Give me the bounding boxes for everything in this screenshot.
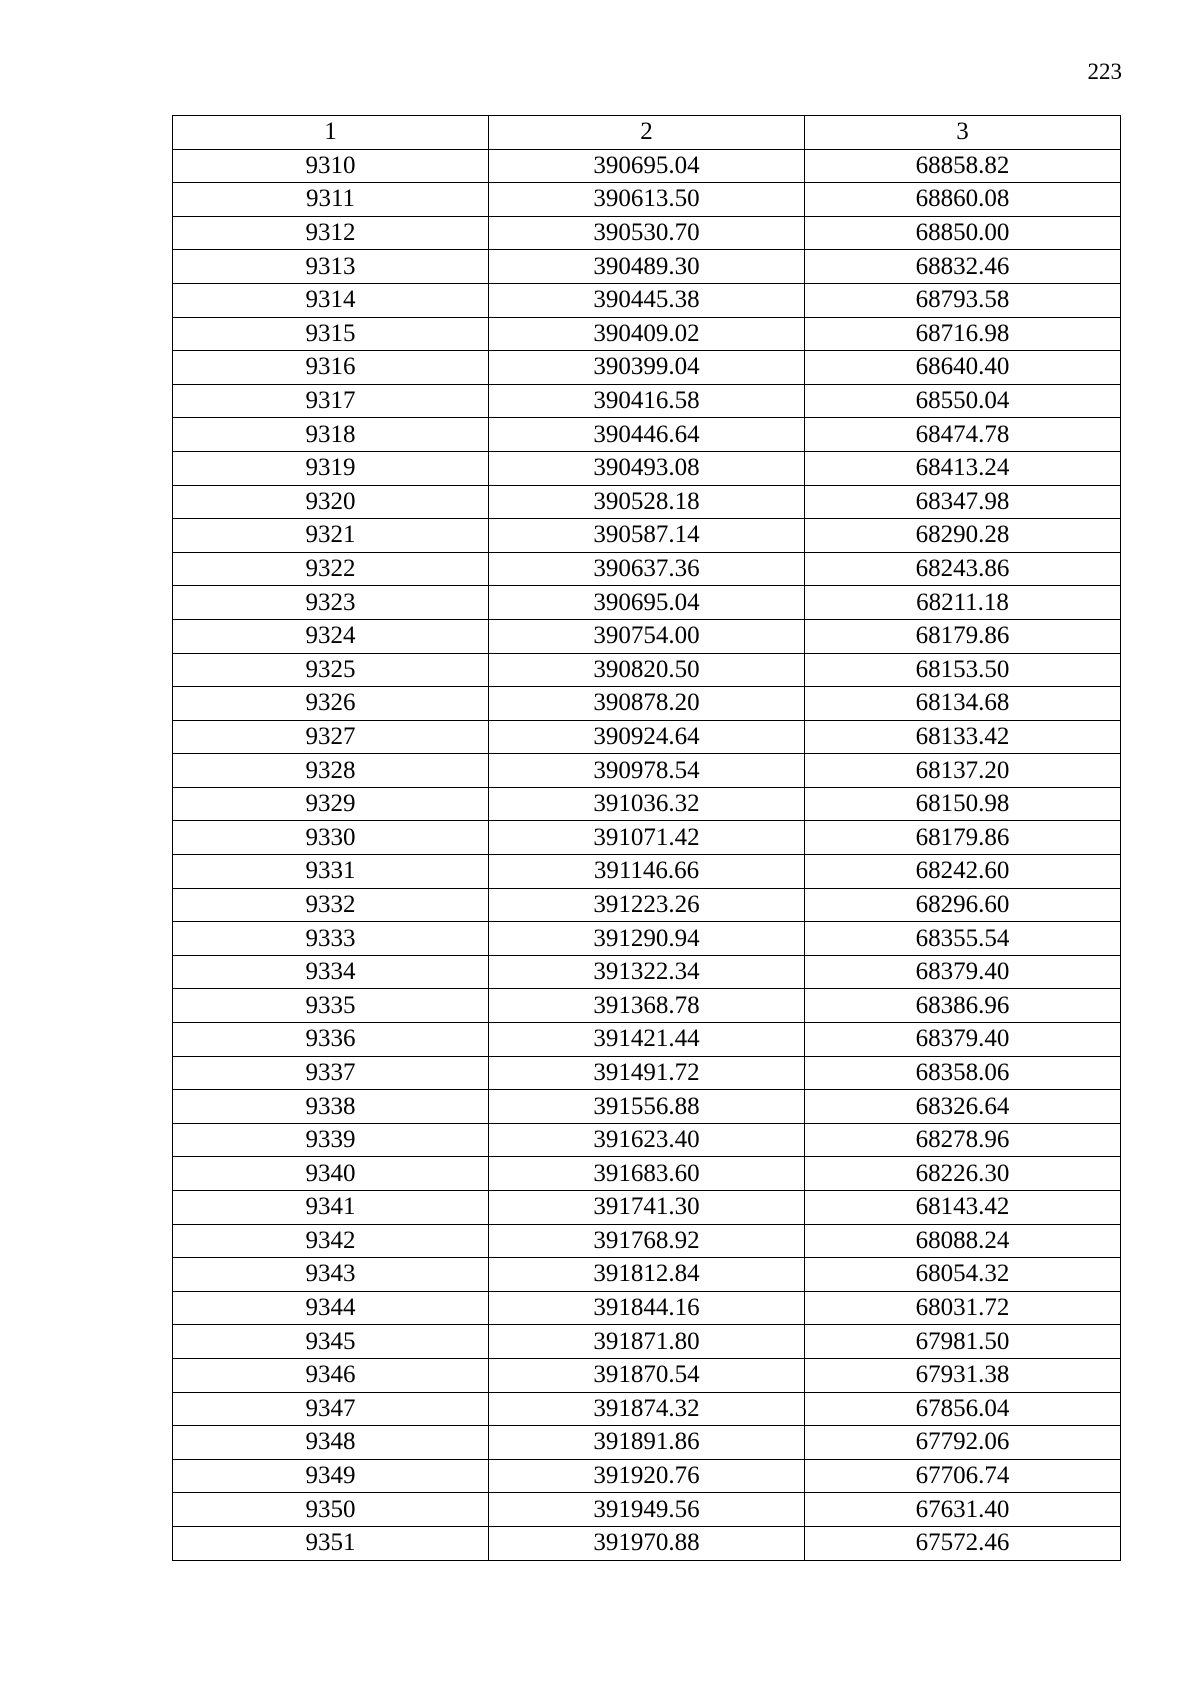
table-row [173,1056,1121,1090]
x-coordinate-cell: 391874.32 [489,1392,805,1426]
table-row [173,1325,1121,1359]
y-coordinate-cell: 67931.38 [805,1358,1121,1392]
point-number-cell: 9317 [173,384,489,418]
point-number-cell: 9346 [173,1358,489,1392]
x-coordinate-cell: 390878.20 [489,687,805,721]
table-row [173,1493,1121,1527]
x-coordinate-cell: 391920.76 [489,1459,805,1493]
y-coordinate-cell: 68054.32 [805,1258,1121,1292]
point-number-cell: 9315 [173,317,489,351]
table-row [173,283,1121,317]
point-number-cell: 9334 [173,955,489,989]
table-row [173,720,1121,754]
table-row [173,1392,1121,1426]
y-coordinate-cell: 67631.40 [805,1493,1121,1527]
x-coordinate-cell: 391368.78 [489,989,805,1023]
point-number-cell: 9312 [173,216,489,250]
point-number-cell: 9333 [173,922,489,956]
table-row [173,216,1121,250]
table-row [173,1224,1121,1258]
x-coordinate-cell: 390399.04 [489,351,805,385]
point-number-cell: 9327 [173,720,489,754]
y-coordinate-cell: 68137.20 [805,754,1121,788]
point-number-cell: 9345 [173,1325,489,1359]
x-coordinate-cell: 390528.18 [489,485,805,519]
table-row [173,888,1121,922]
point-number-cell: 9350 [173,1493,489,1527]
table-row [173,519,1121,553]
y-coordinate-cell: 68550.04 [805,384,1121,418]
point-number-cell: 9325 [173,653,489,687]
table-row [173,1526,1121,1560]
y-coordinate-cell: 68150.98 [805,787,1121,821]
y-coordinate-cell: 68860.08 [805,183,1121,217]
y-coordinate-cell: 68358.06 [805,1056,1121,1090]
y-coordinate-cell: 68355.54 [805,922,1121,956]
x-coordinate-cell: 391322.34 [489,955,805,989]
y-coordinate-cell: 68179.86 [805,619,1121,653]
column-header-2: 2 [489,116,805,150]
y-coordinate-cell: 68242.60 [805,855,1121,889]
point-number-cell: 9326 [173,687,489,721]
x-coordinate-cell: 390695.04 [489,586,805,620]
x-coordinate-cell: 391683.60 [489,1157,805,1191]
point-number-cell: 9337 [173,1056,489,1090]
x-coordinate-cell: 391812.84 [489,1258,805,1292]
x-coordinate-cell: 391036.32 [489,787,805,821]
point-number-cell: 9338 [173,1090,489,1124]
x-coordinate-cell: 391146.66 [489,855,805,889]
table-body [173,116,1121,1561]
x-coordinate-cell: 390613.50 [489,183,805,217]
y-coordinate-cell: 68326.64 [805,1090,1121,1124]
point-number-cell: 9343 [173,1258,489,1292]
table-row [173,1123,1121,1157]
point-number-cell: 9348 [173,1426,489,1460]
y-coordinate-cell: 68716.98 [805,317,1121,351]
y-coordinate-cell: 68031.72 [805,1291,1121,1325]
y-coordinate-cell: 67981.50 [805,1325,1121,1359]
point-number-cell: 9349 [173,1459,489,1493]
point-number-cell: 9311 [173,183,489,217]
y-coordinate-cell: 67572.46 [805,1526,1121,1560]
y-coordinate-cell: 68474.78 [805,418,1121,452]
table-row [173,1157,1121,1191]
point-number-cell: 9351 [173,1526,489,1560]
point-number-cell: 9322 [173,552,489,586]
y-coordinate-cell: 68640.40 [805,351,1121,385]
point-number-cell: 9310 [173,149,489,183]
y-coordinate-cell: 68413.24 [805,451,1121,485]
y-coordinate-cell: 68143.42 [805,1191,1121,1225]
point-number-cell: 9329 [173,787,489,821]
x-coordinate-cell: 390409.02 [489,317,805,351]
point-number-cell: 9332 [173,888,489,922]
y-coordinate-cell: 68858.82 [805,149,1121,183]
x-coordinate-cell: 390489.30 [489,250,805,284]
x-coordinate-cell: 391949.56 [489,1493,805,1527]
y-coordinate-cell: 68832.46 [805,250,1121,284]
table-row [173,754,1121,788]
x-coordinate-cell: 391768.92 [489,1224,805,1258]
y-coordinate-cell: 68133.42 [805,720,1121,754]
point-number-cell: 9331 [173,855,489,889]
y-coordinate-cell: 67856.04 [805,1392,1121,1426]
table-row [173,787,1121,821]
point-number-cell: 9313 [173,250,489,284]
y-coordinate-cell: 67706.74 [805,1459,1121,1493]
table-header-row [173,116,1121,150]
point-number-cell: 9330 [173,821,489,855]
coordinates-table [172,115,1121,1561]
x-coordinate-cell: 390820.50 [489,653,805,687]
page-number: 223 [1087,59,1122,84]
table-row [173,1358,1121,1392]
x-coordinate-cell: 391223.26 [489,888,805,922]
point-number-cell: 9318 [173,418,489,452]
y-coordinate-cell: 68379.40 [805,955,1121,989]
table-row [173,989,1121,1023]
table-row [173,1191,1121,1225]
y-coordinate-cell: 68153.50 [805,653,1121,687]
table-row [173,1426,1121,1460]
x-coordinate-cell: 391741.30 [489,1191,805,1225]
point-number-cell: 9320 [173,485,489,519]
table-row [173,1090,1121,1124]
y-coordinate-cell: 68379.40 [805,1023,1121,1057]
point-number-cell: 9335 [173,989,489,1023]
column-header-3: 3 [805,116,1121,150]
x-coordinate-cell: 390446.64 [489,418,805,452]
point-number-cell: 9324 [173,619,489,653]
table-row [173,955,1121,989]
x-coordinate-cell: 390637.36 [489,552,805,586]
x-coordinate-cell: 390695.04 [489,149,805,183]
table-row [173,149,1121,183]
x-coordinate-cell: 391891.86 [489,1426,805,1460]
point-number-cell: 9319 [173,451,489,485]
y-coordinate-cell: 68243.86 [805,552,1121,586]
x-coordinate-cell: 390416.58 [489,384,805,418]
x-coordinate-cell: 391491.72 [489,1056,805,1090]
column-header-1: 1 [173,116,489,150]
y-coordinate-cell: 68134.68 [805,687,1121,721]
table-row [173,317,1121,351]
x-coordinate-cell: 390754.00 [489,619,805,653]
x-coordinate-cell: 391870.54 [489,1358,805,1392]
y-coordinate-cell: 68296.60 [805,888,1121,922]
point-number-cell: 9328 [173,754,489,788]
table-row [173,1258,1121,1292]
point-number-cell: 9341 [173,1191,489,1225]
x-coordinate-cell: 391871.80 [489,1325,805,1359]
y-coordinate-cell: 68347.98 [805,485,1121,519]
point-number-cell: 9316 [173,351,489,385]
x-coordinate-cell: 391556.88 [489,1090,805,1124]
point-number-cell: 9314 [173,283,489,317]
y-coordinate-cell: 68211.18 [805,586,1121,620]
table-row [173,586,1121,620]
x-coordinate-cell: 390587.14 [489,519,805,553]
x-coordinate-cell: 390445.38 [489,283,805,317]
point-number-cell: 9339 [173,1123,489,1157]
y-coordinate-cell: 68290.28 [805,519,1121,553]
y-coordinate-cell: 68088.24 [805,1224,1121,1258]
x-coordinate-cell: 391071.42 [489,821,805,855]
table-row [173,1023,1121,1057]
y-coordinate-cell: 68226.30 [805,1157,1121,1191]
table-row [173,552,1121,586]
table-row [173,619,1121,653]
x-coordinate-cell: 391421.44 [489,1023,805,1057]
table-row [173,384,1121,418]
y-coordinate-cell: 68179.86 [805,821,1121,855]
table-row [173,183,1121,217]
table-row [173,418,1121,452]
x-coordinate-cell: 390493.08 [489,451,805,485]
x-coordinate-cell: 391970.88 [489,1526,805,1560]
table-row [173,855,1121,889]
table-row [173,687,1121,721]
table-row [173,485,1121,519]
table-row [173,922,1121,956]
y-coordinate-cell: 68850.00 [805,216,1121,250]
x-coordinate-cell: 390978.54 [489,754,805,788]
point-number-cell: 9340 [173,1157,489,1191]
y-coordinate-cell: 67792.06 [805,1426,1121,1460]
point-number-cell: 9342 [173,1224,489,1258]
table-row [173,351,1121,385]
point-number-cell: 9336 [173,1023,489,1057]
x-coordinate-cell: 391844.16 [489,1291,805,1325]
point-number-cell: 9347 [173,1392,489,1426]
point-number-cell: 9344 [173,1291,489,1325]
x-coordinate-cell: 390924.64 [489,720,805,754]
y-coordinate-cell: 68386.96 [805,989,1121,1023]
x-coordinate-cell: 391623.40 [489,1123,805,1157]
y-coordinate-cell: 68278.96 [805,1123,1121,1157]
table-row [173,653,1121,687]
table-row [173,451,1121,485]
table-row [173,250,1121,284]
y-coordinate-cell: 68793.58 [805,283,1121,317]
x-coordinate-cell: 390530.70 [489,216,805,250]
table-row [173,1291,1121,1325]
table-row [173,821,1121,855]
point-number-cell: 9321 [173,519,489,553]
x-coordinate-cell: 391290.94 [489,922,805,956]
point-number-cell: 9323 [173,586,489,620]
table-row [173,1459,1121,1493]
